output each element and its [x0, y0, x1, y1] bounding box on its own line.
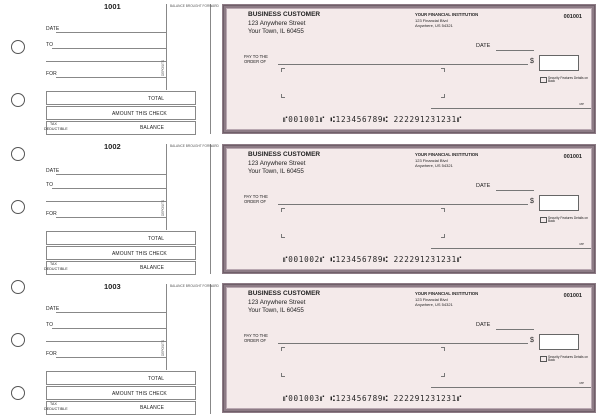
stub-number: 1003	[104, 282, 121, 291]
stub-for-label: FOR	[46, 71, 57, 77]
business-street: 123 Anywhere Street	[248, 20, 306, 27]
bank-street: 123 Financial Blvd	[415, 158, 448, 163]
business-street: 123 Anywhere Street	[248, 299, 306, 306]
micr-line: ⑈001003⑈ ⑆123456789⑆ 222291231231⑈	[283, 394, 463, 403]
signature-line[interactable]	[431, 387, 591, 388]
stub-deductible-label: DEDUCTIBLE	[44, 127, 68, 131]
mp-label: MP	[579, 381, 584, 385]
pay-to-label: PAY TO THE ORDER OF	[244, 333, 268, 343]
binder-hole-icon	[11, 40, 25, 54]
check	[222, 283, 596, 413]
bank-city: Anywhere, US 54321	[415, 302, 453, 307]
bank-name: YOUR FINANCIAL INSTITUTION	[415, 12, 479, 17]
dollar-sign: $	[530, 337, 534, 344]
stub-deposits-label: DEPOSITS	[161, 199, 165, 216]
pay-to-label: PAY TO THE ORDER OF	[244, 54, 268, 64]
business-name: BUSINESS CUSTOMER	[248, 11, 321, 18]
stub-deposits-label: DEPOSITS	[161, 339, 165, 356]
stub-deductible-label: DEDUCTIBLE	[44, 407, 68, 411]
micr-line: ⑈001002⑈ ⑆123456789⑆ 222291231231⑈	[283, 255, 463, 264]
binder-hole-icon	[11, 200, 25, 214]
binder-hole-icon	[11, 386, 25, 400]
stub-tax-label: TAX	[50, 262, 58, 266]
amount-box[interactable]	[539, 334, 579, 350]
bank-street: 123 Financial Blvd	[415, 18, 448, 23]
stub-deposits-label: DEPOSITS	[161, 59, 165, 76]
stub-date-label: DATE	[46, 168, 60, 174]
stub-deductible-label: DEDUCTIBLE	[44, 267, 68, 271]
check-stub	[30, 280, 218, 418]
stub-balance-forward-label: BALANCE BROUGHT FORWARD	[170, 144, 219, 148]
padlock-icon	[540, 77, 547, 83]
check-number: 001001	[563, 14, 582, 20]
dollar-sign: $	[530, 198, 534, 205]
binder-hole-icon	[11, 280, 25, 294]
mp-label: MP	[579, 102, 584, 106]
check-stub	[30, 0, 218, 138]
pay-to-label: PAY TO THE ORDER OF	[244, 194, 268, 204]
check-stub	[30, 140, 218, 278]
check	[222, 4, 596, 134]
check	[222, 144, 596, 274]
stub-amount-this-check-label: AMOUNT THIS CHECK	[112, 111, 167, 117]
check-date-label: DATE	[476, 322, 491, 328]
stub-number: 1001	[104, 2, 121, 11]
bank-city: Anywhere, US 54321	[415, 163, 453, 168]
stub-total-label: TOTAL	[148, 96, 165, 102]
business-city: Your Town, IL 60455	[248, 307, 304, 314]
bank-city: Anywhere, US 54321	[415, 23, 453, 28]
stub-for-label: FOR	[46, 351, 57, 357]
binder-hole-icon	[11, 147, 25, 161]
stub-amount-this-check-label: AMOUNT THIS CHECK	[112, 391, 167, 397]
stub-tax-label: TAX	[50, 122, 58, 126]
security-features-note: Security Features Details on Back	[548, 76, 589, 84]
stub-amount-this-check-label: AMOUNT THIS CHECK	[112, 251, 167, 257]
signature-line[interactable]	[431, 248, 591, 249]
stub-tax-label: TAX	[50, 402, 58, 406]
check-date-label: DATE	[476, 43, 491, 49]
business-name: BUSINESS CUSTOMER	[248, 151, 321, 158]
stub-balance-forward-label: BALANCE BROUGHT FORWARD	[170, 284, 219, 288]
bank-name: YOUR FINANCIAL INSTITUTION	[415, 291, 479, 296]
amount-box[interactable]	[539, 195, 579, 211]
check-number: 001001	[563, 154, 582, 160]
stub-to-label: TO	[46, 322, 54, 328]
stub-balance-label: BALANCE	[140, 265, 165, 271]
stub-for-label: FOR	[46, 211, 57, 217]
stub-number: 1002	[104, 142, 121, 151]
bank-street: 123 Financial Blvd	[415, 297, 448, 302]
signature-line[interactable]	[431, 108, 591, 109]
stub-to-label: TO	[46, 182, 54, 188]
stub-balance-label: BALANCE	[140, 125, 165, 131]
micr-line: ⑈001001⑈ ⑆123456789⑆ 222291231231⑈	[283, 115, 463, 124]
binder-hole-icon	[11, 93, 25, 107]
stub-date-label: DATE	[46, 26, 60, 32]
padlock-icon	[540, 217, 547, 223]
stub-total-label: TOTAL	[148, 376, 165, 382]
business-street: 123 Anywhere Street	[248, 160, 306, 167]
amount-box[interactable]	[539, 55, 579, 71]
bank-name: YOUR FINANCIAL INSTITUTION	[415, 152, 479, 157]
security-features-note: Security Features Details on Back	[548, 355, 589, 363]
padlock-icon	[540, 356, 547, 362]
stub-date-label: DATE	[46, 306, 60, 312]
stub-to-label: TO	[46, 42, 54, 48]
check-date-label: DATE	[476, 183, 491, 189]
security-features-note: Security Features Details on Back	[548, 216, 589, 224]
business-city: Your Town, IL 60455	[248, 28, 304, 35]
business-city: Your Town, IL 60455	[248, 168, 304, 175]
stub-balance-forward-label: BALANCE BROUGHT FORWARD	[170, 4, 219, 8]
dollar-sign: $	[530, 58, 534, 65]
binder-hole-icon	[11, 333, 25, 347]
check-number: 001001	[563, 293, 582, 299]
mp-label: MP	[579, 242, 584, 246]
stub-balance-label: BALANCE	[140, 405, 165, 411]
business-name: BUSINESS CUSTOMER	[248, 290, 321, 297]
stub-total-label: TOTAL	[148, 236, 165, 242]
